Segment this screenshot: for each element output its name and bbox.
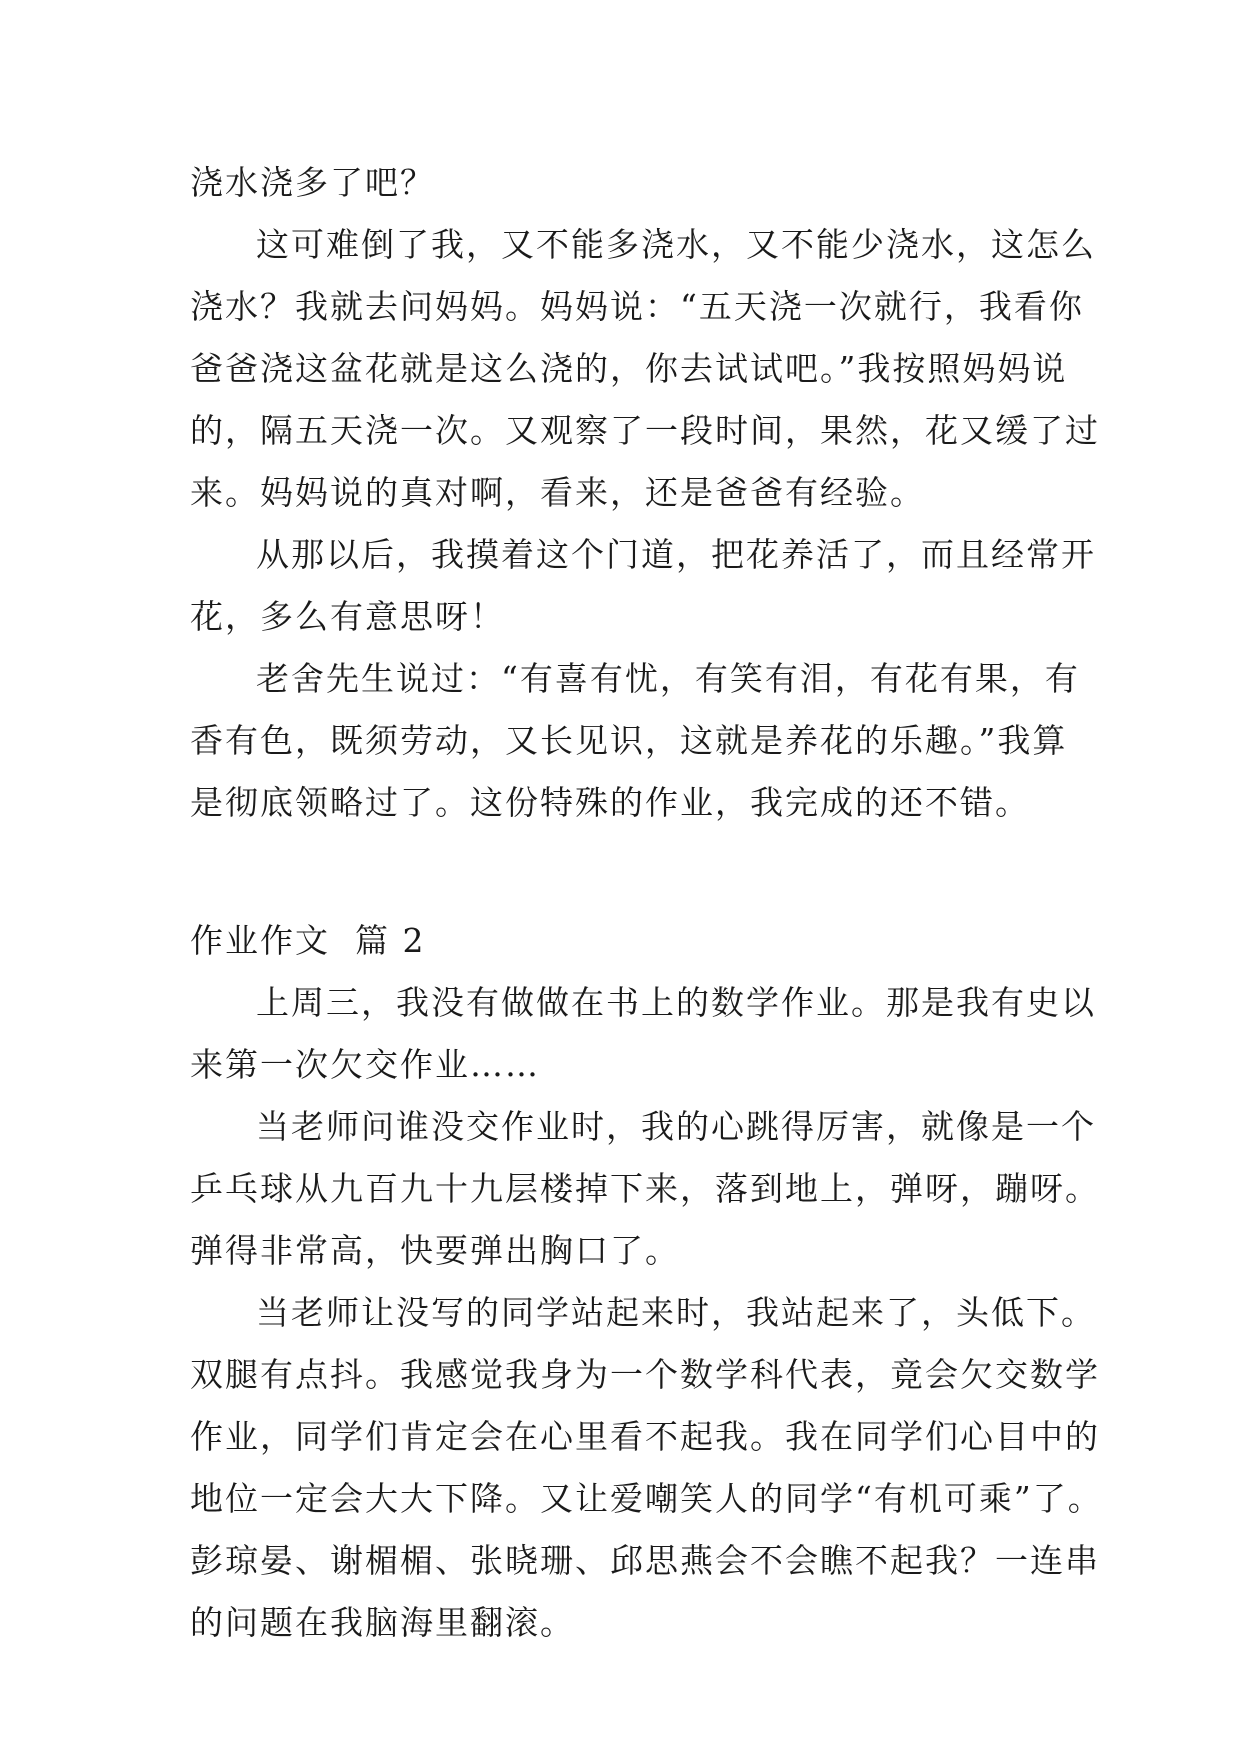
text-column [190, 152, 1103, 1654]
text-line: 地位一定会大大下降。又让爱嘲笑人的同学“有机可乘”了。 [190, 1479, 1103, 1518]
text-line: 乒乓球从九百九十九层楼掉下来，落到地上，弹呀，蹦呀。 [190, 1169, 1100, 1208]
text-line: 来第一次欠交作业…… [190, 1045, 540, 1084]
text-line: 彭琼晏、谢楣楣、张晓珊、邱思燕会不会瞧不起我？一连串 [190, 1541, 1100, 1580]
text-line: 作业，同学们肯定会在心里看不起我。我在同学们心目中的 [190, 1417, 1100, 1456]
text-line: 上周三，我没有做做在书上的数学作业。那是我有史以 [256, 983, 1096, 1022]
text-line: 从那以后，我摸着这个门道，把花养活了，而且经常开 [256, 535, 1096, 574]
text-line: 这可难倒了我，又不能多浇水，又不能少浇水，这怎么 [256, 225, 1096, 264]
text-line: 双腿有点抖。我感觉我身为一个数学科代表，竟会欠交数学 [190, 1355, 1100, 1394]
section-heading: 作业作文 篇 2 [190, 921, 426, 960]
text-line: 当老师问谁没交作业时，我的心跳得厉害，就像是一个 [256, 1107, 1096, 1146]
text-line: 当老师让没写的同学站起来时，我站起来了，头低下。 [256, 1293, 1096, 1332]
text-line: 来。妈妈说的真对啊，看来，还是爸爸有经验。 [190, 473, 925, 512]
text-line: 香有色，既须劳动，又长见识，这就是养花的乐趣。”我算 [190, 721, 1068, 760]
text-line: 花，多么有意思呀！ [190, 597, 505, 636]
text-line: 的，隔五天浇一次。又观察了一段时间，果然，花又缓了过 [190, 411, 1100, 450]
text-line: 的问题在我脑海里翻滚。 [190, 1603, 575, 1642]
text-line: 弹得非常高，快要弹出胸口了。 [190, 1231, 680, 1270]
section-gap [190, 834, 1070, 910]
text-line: 老舍先生说过：“有喜有忧，有笑有泪，有花有果，有 [256, 659, 1080, 698]
text-line: 浇水？我就去问妈妈。妈妈说：“五天浇一次就行，我看你 [190, 287, 1084, 326]
text-line: 爸爸浇这盆花就是这么浇的，你去试试吧。”我按照妈妈说 [190, 349, 1068, 388]
text-line: 浇水浇多了吧？ [190, 163, 435, 202]
text-line: 是彻底领略过了。这份特殊的作业，我完成的还不错。 [190, 783, 1030, 822]
